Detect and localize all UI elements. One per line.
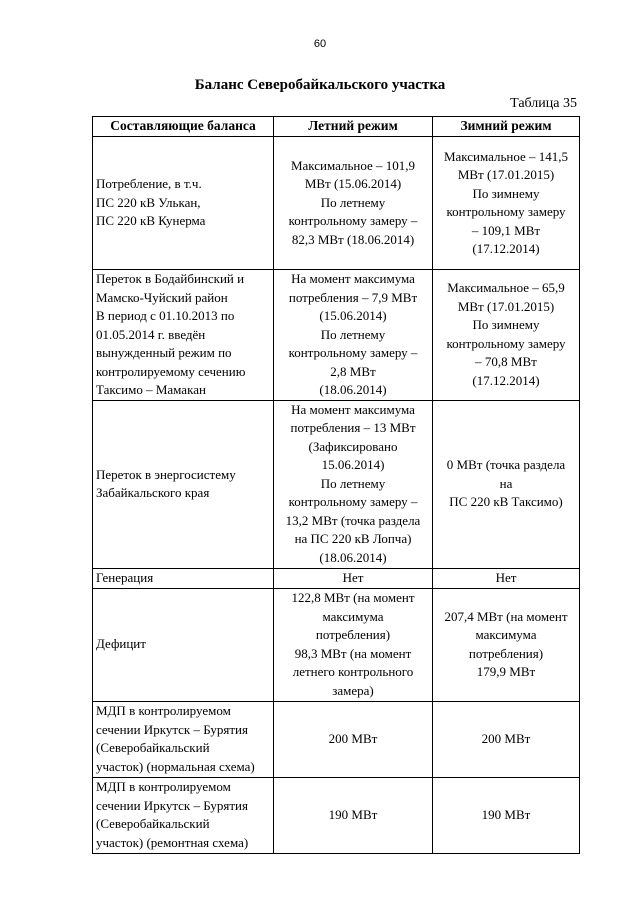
- summer-text: Максимальное – 101,9 МВт (15.06.2014) По летнему контрольному замеру – 82,3 МВт (18.06.2014): [288, 157, 418, 247]
- component-text: МДП в контролируемом сечении Иркутск – Бурятия (Северобайкальский участок) (нормальная схема): [96, 703, 255, 774]
- table-row: [93, 568, 580, 588]
- column-header-summer: Летний режим: [274, 117, 433, 137]
- component-cell: [93, 588, 274, 701]
- summer-cell: [274, 588, 433, 701]
- component-text: Переток в Бодайбинский и Мамско-Чуйский район В период с 01.10.2013 по 01.05.2014 г. введён вынужденный режим по контролируемому сечению Таксимо – Мамакан: [96, 271, 246, 397]
- table-row: [93, 137, 580, 270]
- winter-cell: [433, 270, 580, 401]
- component-cell: [93, 701, 274, 777]
- winter-text: 200 МВт: [481, 730, 531, 746]
- component-text: Генерация: [96, 569, 154, 585]
- winter-cell: [433, 568, 580, 588]
- summer-text: 190 МВт: [328, 806, 378, 822]
- summer-text: На момент максимума потребления – 13 МВт (Зафиксировано 15.06.2014) По летнему контрольному замеру – 13,2 МВт (точка раздела на ПС 220 кВ Лопча) (18.06.2014): [285, 401, 421, 565]
- balance-table: [92, 116, 580, 854]
- winter-cell: [433, 588, 580, 701]
- page-title: Баланс Северобайкальского участка: [194, 77, 446, 93]
- summer-cell: [274, 270, 433, 401]
- winter-cell: [433, 777, 580, 853]
- component-cell: [93, 400, 274, 568]
- table-caption: Таблица 35: [510, 96, 577, 111]
- component-cell: [93, 777, 274, 853]
- winter-text: 190 МВт: [481, 806, 531, 822]
- winter-text: Нет: [495, 569, 517, 585]
- winter-text: 0 МВт (точка раздела на ПС 220 кВ Таксимо): [446, 457, 566, 510]
- component-cell: [93, 270, 274, 401]
- table-row: [93, 588, 580, 701]
- component-cell: [93, 568, 274, 588]
- page-number: 60: [313, 38, 327, 50]
- winter-cell: [433, 137, 580, 270]
- winter-text: 207,4 МВт (на момент максимума потребления) 179,9 МВт: [444, 608, 568, 679]
- table-header-row: [93, 117, 580, 137]
- summer-text: 200 МВт: [328, 730, 378, 746]
- component-text: Дефицит: [96, 636, 146, 652]
- column-header-components: Составляющие баланса: [93, 117, 274, 137]
- summer-cell: [274, 137, 433, 270]
- summer-text: 122,8 МВт (на момент максимума потребления) 98,3 МВт (на момент летнего контрольного замера): [291, 590, 415, 698]
- winter-text: Максимальное – 65,9 МВт (17.01.2015) По зимнему контрольному замеру – 70,8 МВт (17.12.2014): [446, 280, 566, 388]
- summer-cell: [274, 777, 433, 853]
- table-row: [93, 270, 580, 401]
- winter-cell: [433, 400, 580, 568]
- summer-cell: [274, 568, 433, 588]
- summer-text: На момент максимума потребления – 7,9 МВт (15.06.2014) По летнему контрольному замеру – 2,8 МВт (18.06.2014): [288, 271, 418, 397]
- summer-cell: [274, 701, 433, 777]
- table-row: [93, 701, 580, 777]
- winter-text: Максимальное – 141,5 МВт (17.01.2015) По зимнему контрольному замеру – 109,1 МВт (17.12.2014): [443, 148, 569, 256]
- component-text: Потребление, в т.ч. ПС 220 кВ Улькан, ПС 220 кВ Кунерма: [96, 176, 206, 229]
- summer-cell: [274, 400, 433, 568]
- component-text: МДП в контролируемом сечении Иркутск – Бурятия (Северобайкальский участок) (ремонтная схема): [96, 779, 249, 850]
- winter-cell: [433, 701, 580, 777]
- summer-text: Нет: [342, 569, 364, 585]
- table-row: [93, 777, 580, 853]
- column-header-winter: Зимний режим: [433, 117, 580, 137]
- component-cell: [93, 137, 274, 270]
- component-text: Переток в энергосистему Забайкальского края: [96, 466, 236, 500]
- table-row: [93, 400, 580, 568]
